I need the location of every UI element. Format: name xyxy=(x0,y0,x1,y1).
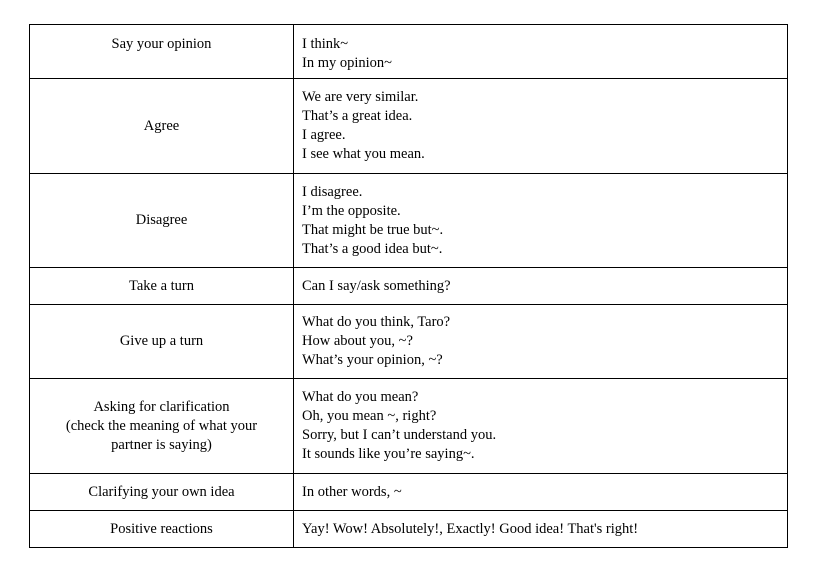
table-row xyxy=(30,379,788,474)
phrases-cell xyxy=(294,268,788,305)
table-row xyxy=(30,174,788,268)
function-cell xyxy=(30,474,294,511)
phrase-line: What’s your opinion, ~? xyxy=(302,352,443,368)
phrases-table xyxy=(29,24,788,548)
function-label: Clarifying your own idea xyxy=(88,483,235,500)
phrases-cell xyxy=(294,511,788,548)
phrase-line: Yay! Wow! Absolutely!, Exactly! Good idea! That's right! xyxy=(302,520,639,537)
phrase-line: In other words, ~ xyxy=(302,483,402,500)
function-cell xyxy=(30,268,294,305)
phrase-line: I’m the opposite. xyxy=(302,202,401,219)
function-label: partner is saying) xyxy=(111,436,212,453)
table-row xyxy=(30,25,788,79)
function-label: Asking for clarification xyxy=(93,398,230,415)
function-label: Say your opinion xyxy=(111,36,212,52)
table-row xyxy=(30,511,788,548)
phrases-cell xyxy=(294,79,788,174)
function-label: Positive reactions xyxy=(110,520,213,537)
phrase-line: What do you think, Taro? xyxy=(302,314,451,330)
table-row xyxy=(30,305,788,379)
phrase-line: How about you, ~? xyxy=(302,333,413,349)
phrases-cell xyxy=(294,379,788,474)
function-label: Take a turn xyxy=(128,277,194,294)
function-label: Give up a turn xyxy=(119,333,204,349)
function-label: Disagree xyxy=(135,212,188,228)
phrases-cell xyxy=(294,474,788,511)
function-cell xyxy=(30,79,294,174)
phrase-line: In my opinion~ xyxy=(302,55,393,71)
phrase-line: What do you mean? xyxy=(302,389,419,405)
phrase-line: That might be true but~. xyxy=(302,221,444,238)
phrase-line: Can I say/ask something? xyxy=(302,277,451,294)
function-cell xyxy=(30,511,294,548)
phrase-line: I see what you mean. xyxy=(302,146,425,162)
function-cell xyxy=(30,305,294,379)
function-cell xyxy=(30,174,294,268)
table-row xyxy=(30,474,788,511)
phrase-line: I disagree. xyxy=(302,183,363,200)
phrase-line: It sounds like you’re saying~. xyxy=(302,446,475,462)
function-label: (check the meaning of what your xyxy=(65,417,258,434)
phrases-cell xyxy=(294,25,788,79)
phrase-line: Oh, you mean ~, right? xyxy=(302,408,437,424)
phrases-cell xyxy=(294,174,788,268)
phrase-line: That’s a good idea but~. xyxy=(302,240,443,257)
function-label: Agree xyxy=(143,117,180,134)
function-cell xyxy=(30,25,294,79)
table-row xyxy=(30,268,788,305)
phrase-line: That’s a great idea. xyxy=(302,108,413,124)
function-cell xyxy=(30,379,294,474)
phrase-line: We are very similar. xyxy=(302,89,419,105)
phrases-cell xyxy=(294,305,788,379)
phrase-line: Sorry, but I can’t understand you. xyxy=(302,427,497,443)
table-row xyxy=(30,79,788,174)
phrase-line: I agree. xyxy=(302,127,346,143)
phrase-line: I think~ xyxy=(302,36,349,52)
